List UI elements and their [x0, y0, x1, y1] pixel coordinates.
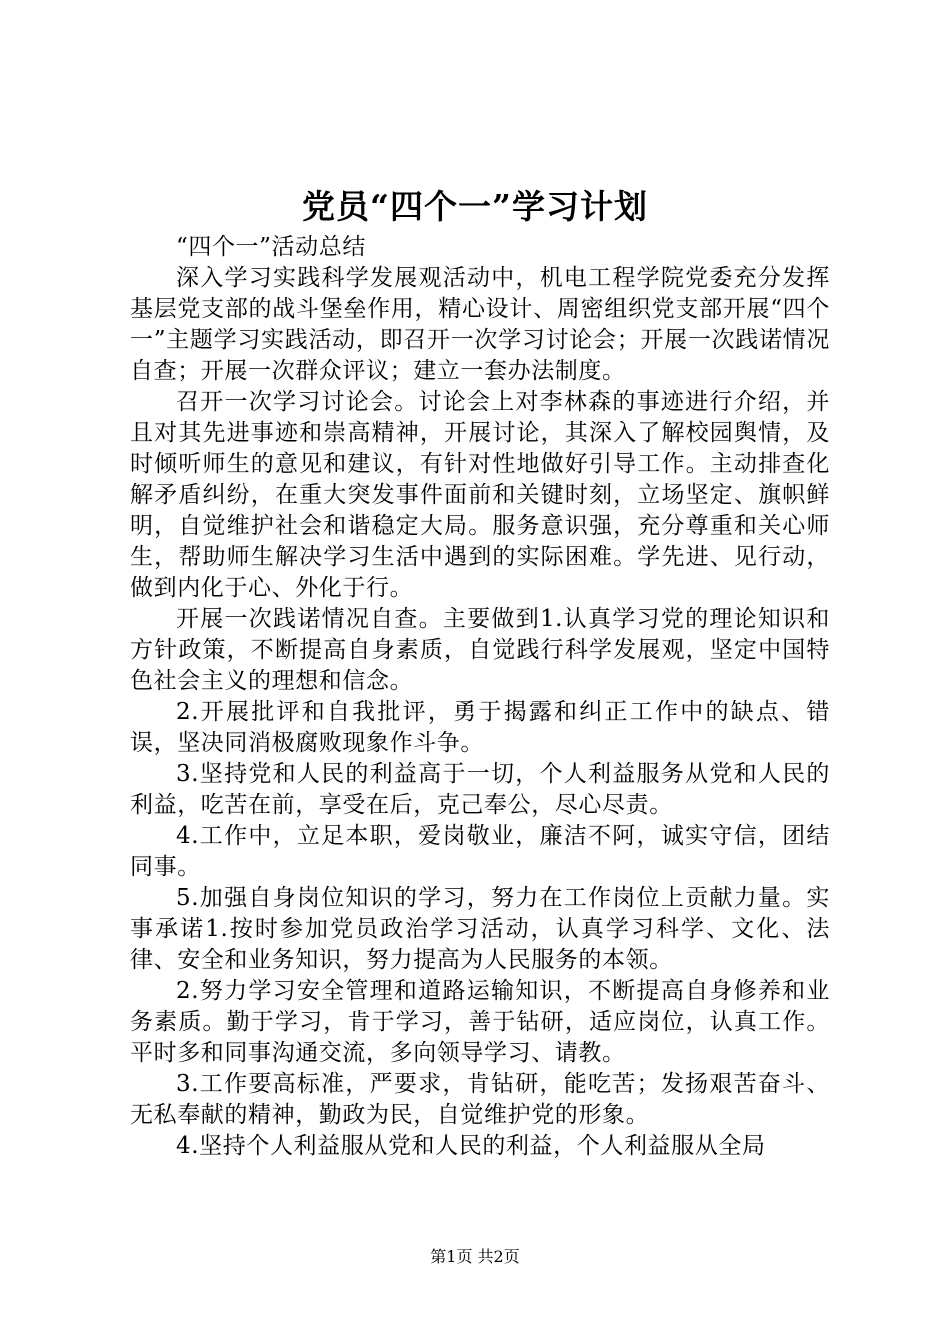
page-footer: 第1页 共2页: [430, 1247, 520, 1266]
page-title: 党员“四个一”学习计划: [302, 187, 648, 226]
paragraph-commitment-3: 3.工作要高标准，严要求，肯钻研，能吃苦；发扬艰苦奋斗、无私奉献的精神，勤政为民，自觉维护党的形象。: [130, 1071, 830, 1128]
paragraph-subtitle: “四个一”活动总结: [176, 234, 366, 260]
paragraph-self-check: 开展一次践诺情况自查。主要做到1.认真学习党的理论知识和方针政策，不断提高自身素质，自觉践行科学发展观，坚定中国特色社会主义的理想和信念。: [130, 606, 830, 694]
paragraph-item-4: 4.工作中，立足本职，爱岗敬业，廉洁不阿，诚实守信，团结同事。: [130, 823, 830, 880]
paragraph-commitment-4: 4.坚持个人利益服从党和人民的利益，个人利益服从全局: [176, 1133, 766, 1159]
paragraph-item-2: 2.开展批评和自我批评，勇于揭露和纠正工作中的缺点、错误，坚决同消极腐败现象作斗争。: [130, 699, 830, 756]
paragraph-item-3: 3.坚持党和人民的利益高于一切，个人利益服务从党和人民的利益，吃苦在前，享受在后，克己奉公，尽心尽责。: [130, 761, 830, 818]
paragraph-item-5: 5.加强自身岗位知识的学习，努力在工作岗位上贡献力量。实事承诺1.按时参加党员政治学习活动，认真学习科学、文化、法律、安全和业务知识，努力提高为人民服务的本领。: [130, 885, 830, 973]
paragraph-intro: 深入学习实践科学发展观活动中，机电工程学院党委充分发挥基层党支部的战斗堡垒作用，精心设计、周密组织党支部开展“四个一”主题学习实践活动，即召开一次学习讨论会；开展一次践诺情况自查；开展一次群众评议；建立一套办法制度。: [130, 265, 830, 384]
document-body: [130, 232, 830, 1162]
paragraph-commitment-2: 2.努力学习安全管理和道路运输知识，不断提高自身修养和业务素质。勤于学习，肯于学习，善于钻研，适应岗位，认真工作。平时多和同事沟通交流，多向领导学习、请教。: [130, 978, 830, 1066]
paragraph-discussion-meeting: 召开一次学习讨论会。讨论会上对李林森的事迹进行介绍，并且对其先进事迹和崇高精神，开展讨论，其深入了解校园舆情，及时倾听师生的意见和建议，有针对性地做好引导工作。主动排查化解矛盾纠纷，在重大突发事件面前和关键时刻，立场坚定、旗帜鲜明，自觉维护社会和谐稳定大局。服务意识强，充分尊重和关心师生，帮助师生解决学习生活中遇到的实际困难。学先进、见行动，做到内化于心、外化于行。: [130, 389, 830, 601]
